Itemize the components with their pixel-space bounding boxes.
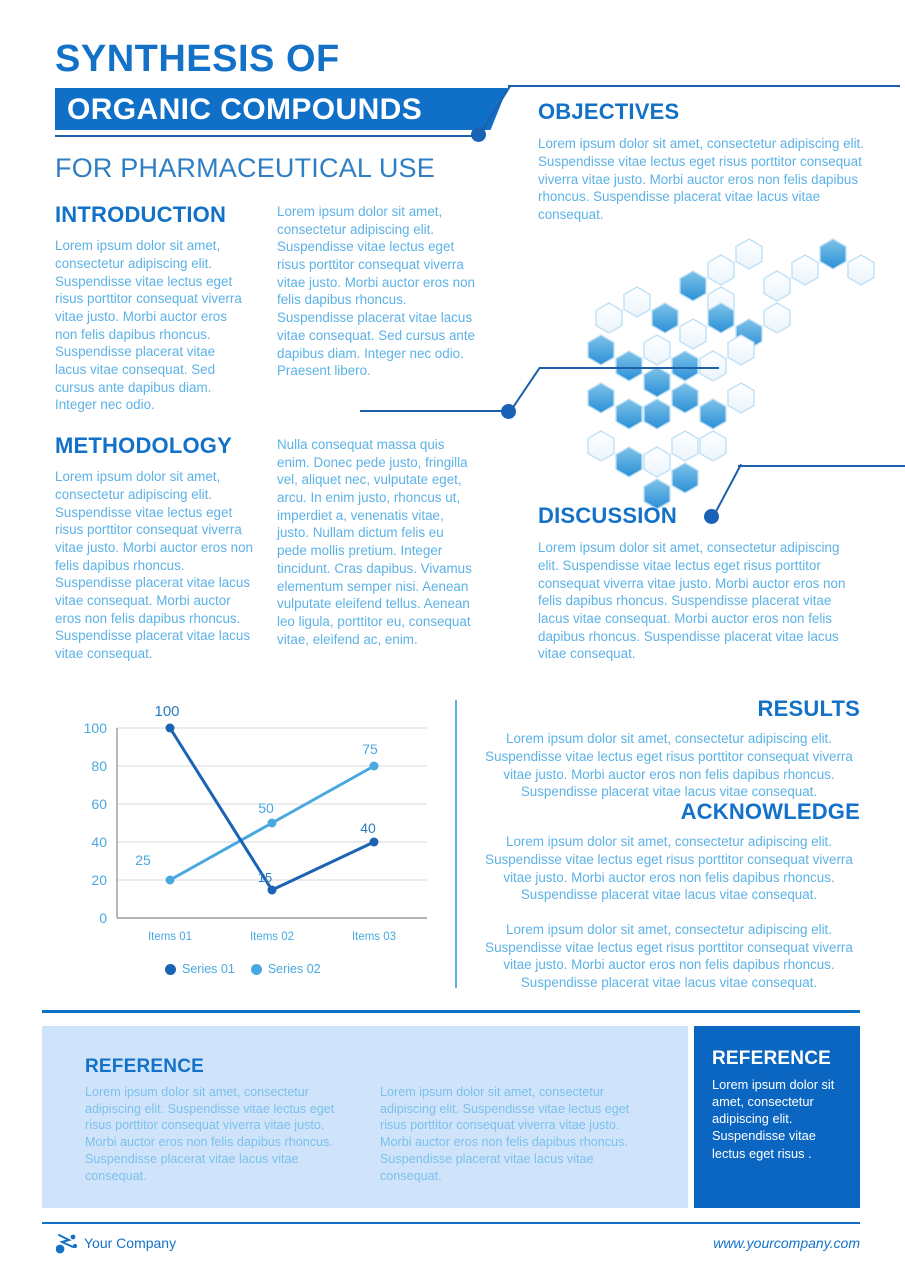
discussion-connector-horizontal (738, 465, 905, 467)
reference-top-rule (42, 1010, 860, 1013)
acknowledge-body-para2: Lorem ipsum dolor sit amet, consectetur adipiscing elit. Suspendisse vitae lectus eget risus porttitor consequat viverra vitae justo. Morbi auctor eros non felis dapibus rhoncus. Suspendisse placerat vitae lacus vitae consequat. (485, 921, 853, 990)
svg-text:0: 0 (99, 910, 107, 926)
methodology-heading: METHODOLOGY (55, 433, 232, 458)
svg-text:15: 15 (257, 870, 273, 885)
results-section (478, 697, 860, 801)
reference-heading: REFERENCE (85, 1056, 204, 1077)
intro-connector-horizontal-right (539, 367, 719, 369)
svg-text:100: 100 (83, 720, 107, 736)
introduction-body-col2: Lorem ipsum dolor sit amet, consectetur adipiscing elit. Suspendisse vitae lectus eget risus porttitor consequat viverra vitae justo. Morbi auctor eros non felis dapibus rhoncus. Suspendisse placerat vitae lacus vitae consequat. Sed cursus ante dapibus diam. Integer nec odio. Praesent libero. (277, 204, 476, 379)
title-underline (55, 135, 480, 137)
acknowledge-body-para1: Lorem ipsum dolor sit amet, consectetur adipiscing elit. Suspendisse vitae lectus eget risus porttitor consequat viverra vitae justo. Morbi auctor eros non felis dapibus rhoncus. Suspendisse placerat vitae lacus vitae consequat. (485, 834, 853, 903)
svg-text:Items 02: Items 02 (249, 931, 295, 943)
discussion-body: Lorem ipsum dolor sit amet, consectetur adipiscing elit. Suspendisse vitae lectus eget risus porttitor consequat viverra vitae justo. Morbi auctor eros non felis dapibus rhoncus. Suspendisse placerat vitae lacus vitae consequat. Morbi auctor eros non felis dapibus rhoncus. Suspendisse placerat vitae lacus vitae consequat. (538, 540, 846, 662)
results-line-chart (55, 700, 440, 990)
title-banner (55, 88, 475, 130)
introduction-body-col1: Lorem ipsum dolor sit amet, consectetur adipiscing elit. Suspendisse vitae lectus eget risus porttitor consequat viverra vitae justo. Morbi auctor eros non felis dapibus rhoncus. Suspendisse placerat vitae lacus vitae consequat. Sed cursus ante dapibus diam. Integer nec odio. (55, 238, 242, 413)
methodology-body-col1: Lorem ipsum dolor sit amet, consectetur adipiscing elit. Suspendisse vitae lectus eget risus porttitor consequat viverra vitae justo. Morbi auctor eros non felis dapibus rhoncus. Suspendisse placerat vitae lacus vitae consequat. Morbi auctor eros non felis dapibus rhoncus. Suspendisse placerat vitae lacus vitae consequat. (55, 469, 253, 662)
legend-item-series01 (165, 962, 235, 976)
svg-text:Items 03: Items 03 (351, 931, 397, 943)
svg-text:80: 80 (91, 758, 107, 774)
objectives-body: Lorem ipsum dolor sit amet, consectetur adipiscing elit. Suspendisse vitae lectus eget risus porttitor consequat viverra vitae justo. Morbi auctor eros non felis dapibus rhoncus. Suspendisse placerat vitae lacus vitae consequat. (538, 136, 864, 222)
legend-item-series02 (251, 962, 321, 976)
chart-legend (165, 962, 321, 976)
svg-text:Items 01: Items 01 (147, 931, 193, 943)
objectives-section (538, 100, 868, 224)
intro-connector-horizontal-left (360, 410, 505, 412)
results-heading: RESULTS (757, 696, 860, 721)
introduction-section (55, 203, 250, 414)
series02-color-swatch-icon (251, 964, 262, 975)
reference-dark-body: Lorem ipsum dolor sit amet, consectetur adipiscing elit. Suspendisse vitae lectus eget risus . (712, 1077, 835, 1161)
svg-text:40: 40 (360, 820, 376, 836)
discussion-heading: DISCUSSION (538, 503, 677, 528)
series01-color-swatch-icon (165, 964, 176, 975)
acknowledge-heading: ACKNOWLEDGE (680, 799, 860, 824)
svg-text:40: 40 (91, 834, 107, 850)
footer-company-name: Your Company (84, 1235, 177, 1251)
reference-panel-dark (694, 1026, 860, 1208)
svg-text:60: 60 (91, 796, 107, 812)
svg-text:50: 50 (258, 800, 274, 816)
page-title-line2: ORGANIC COMPOUNDS (67, 93, 423, 126)
footer-website-url[interactable]: www.yourcompany.com (713, 1235, 860, 1251)
introduction-heading: INTRODUCTION (55, 202, 227, 227)
svg-text:20: 20 (91, 872, 107, 888)
intro-connector-diagonal (510, 367, 541, 411)
objectives-heading: OBJECTIVES (538, 99, 680, 124)
methodology-body-col2: Nulla consequat massa quis enim. Donec pede justo, fringilla vel, aliquet nec, vulputate eget, arcu. In enim justo, rhoncus ut, imperdiet a, venenatis vitae, justo. Nullam dictum felis eu pede mollis pretium. Integer tincidunt. Cras dapibus. Vivamus elementum semper nisi. Aenean vulputate eleifend tellus. Aenean leo ligula, porttitor eu, consequat vitae, eleifend ac, enim. (277, 437, 472, 647)
methodology-section (55, 434, 255, 663)
page-title-line1: SYNTHESIS OF (55, 38, 340, 80)
reference-body-col2: Lorem ipsum dolor sit amet, consectetur adipiscing elit. Suspendisse vitae lectus eget risus porttitor consequat viverra vitae justo. Morbi auctor eros non felis dapibus rhoncus. Suspendisse placerat vitae lacus vitae consequat. (380, 1085, 630, 1183)
legend-label-series01: Series 01 (182, 962, 235, 976)
column-divider (455, 700, 457, 988)
results-body: Lorem ipsum dolor sit amet, consectetur adipiscing elit. Suspendisse vitae lectus eget risus porttitor consequat viverra vitae justo. Morbi auctor eros non felis dapibus rhoncus. Suspendisse placerat vitae lacus vitae consequat. (485, 731, 853, 800)
reference-panel-light (42, 1026, 688, 1208)
reference-dark-heading: REFERENCE (712, 1048, 831, 1069)
reference-body-col1: Lorem ipsum dolor sit amet, consectetur adipiscing elit. Suspendisse vitae lectus eget risus porttitor consequat viverra vitae justo. Morbi auctor eros non felis dapibus rhoncus. Suspendisse placerat vitae lacus vitae consequat. (85, 1085, 335, 1183)
svg-text:25: 25 (135, 852, 151, 868)
svg-text:75: 75 (362, 741, 378, 757)
molecule-logo-icon (56, 1233, 80, 1255)
header-connector-horizontal (508, 85, 900, 87)
legend-label-series02: Series 02 (267, 962, 321, 976)
acknowledge-section (478, 800, 860, 992)
page-subtitle: FOR PHARMACEUTICAL USE (55, 153, 435, 183)
footer-rule (42, 1222, 860, 1224)
hexagon-pattern-decoration (560, 235, 890, 510)
svg-text:100: 100 (154, 703, 180, 720)
discussion-section (538, 504, 856, 663)
